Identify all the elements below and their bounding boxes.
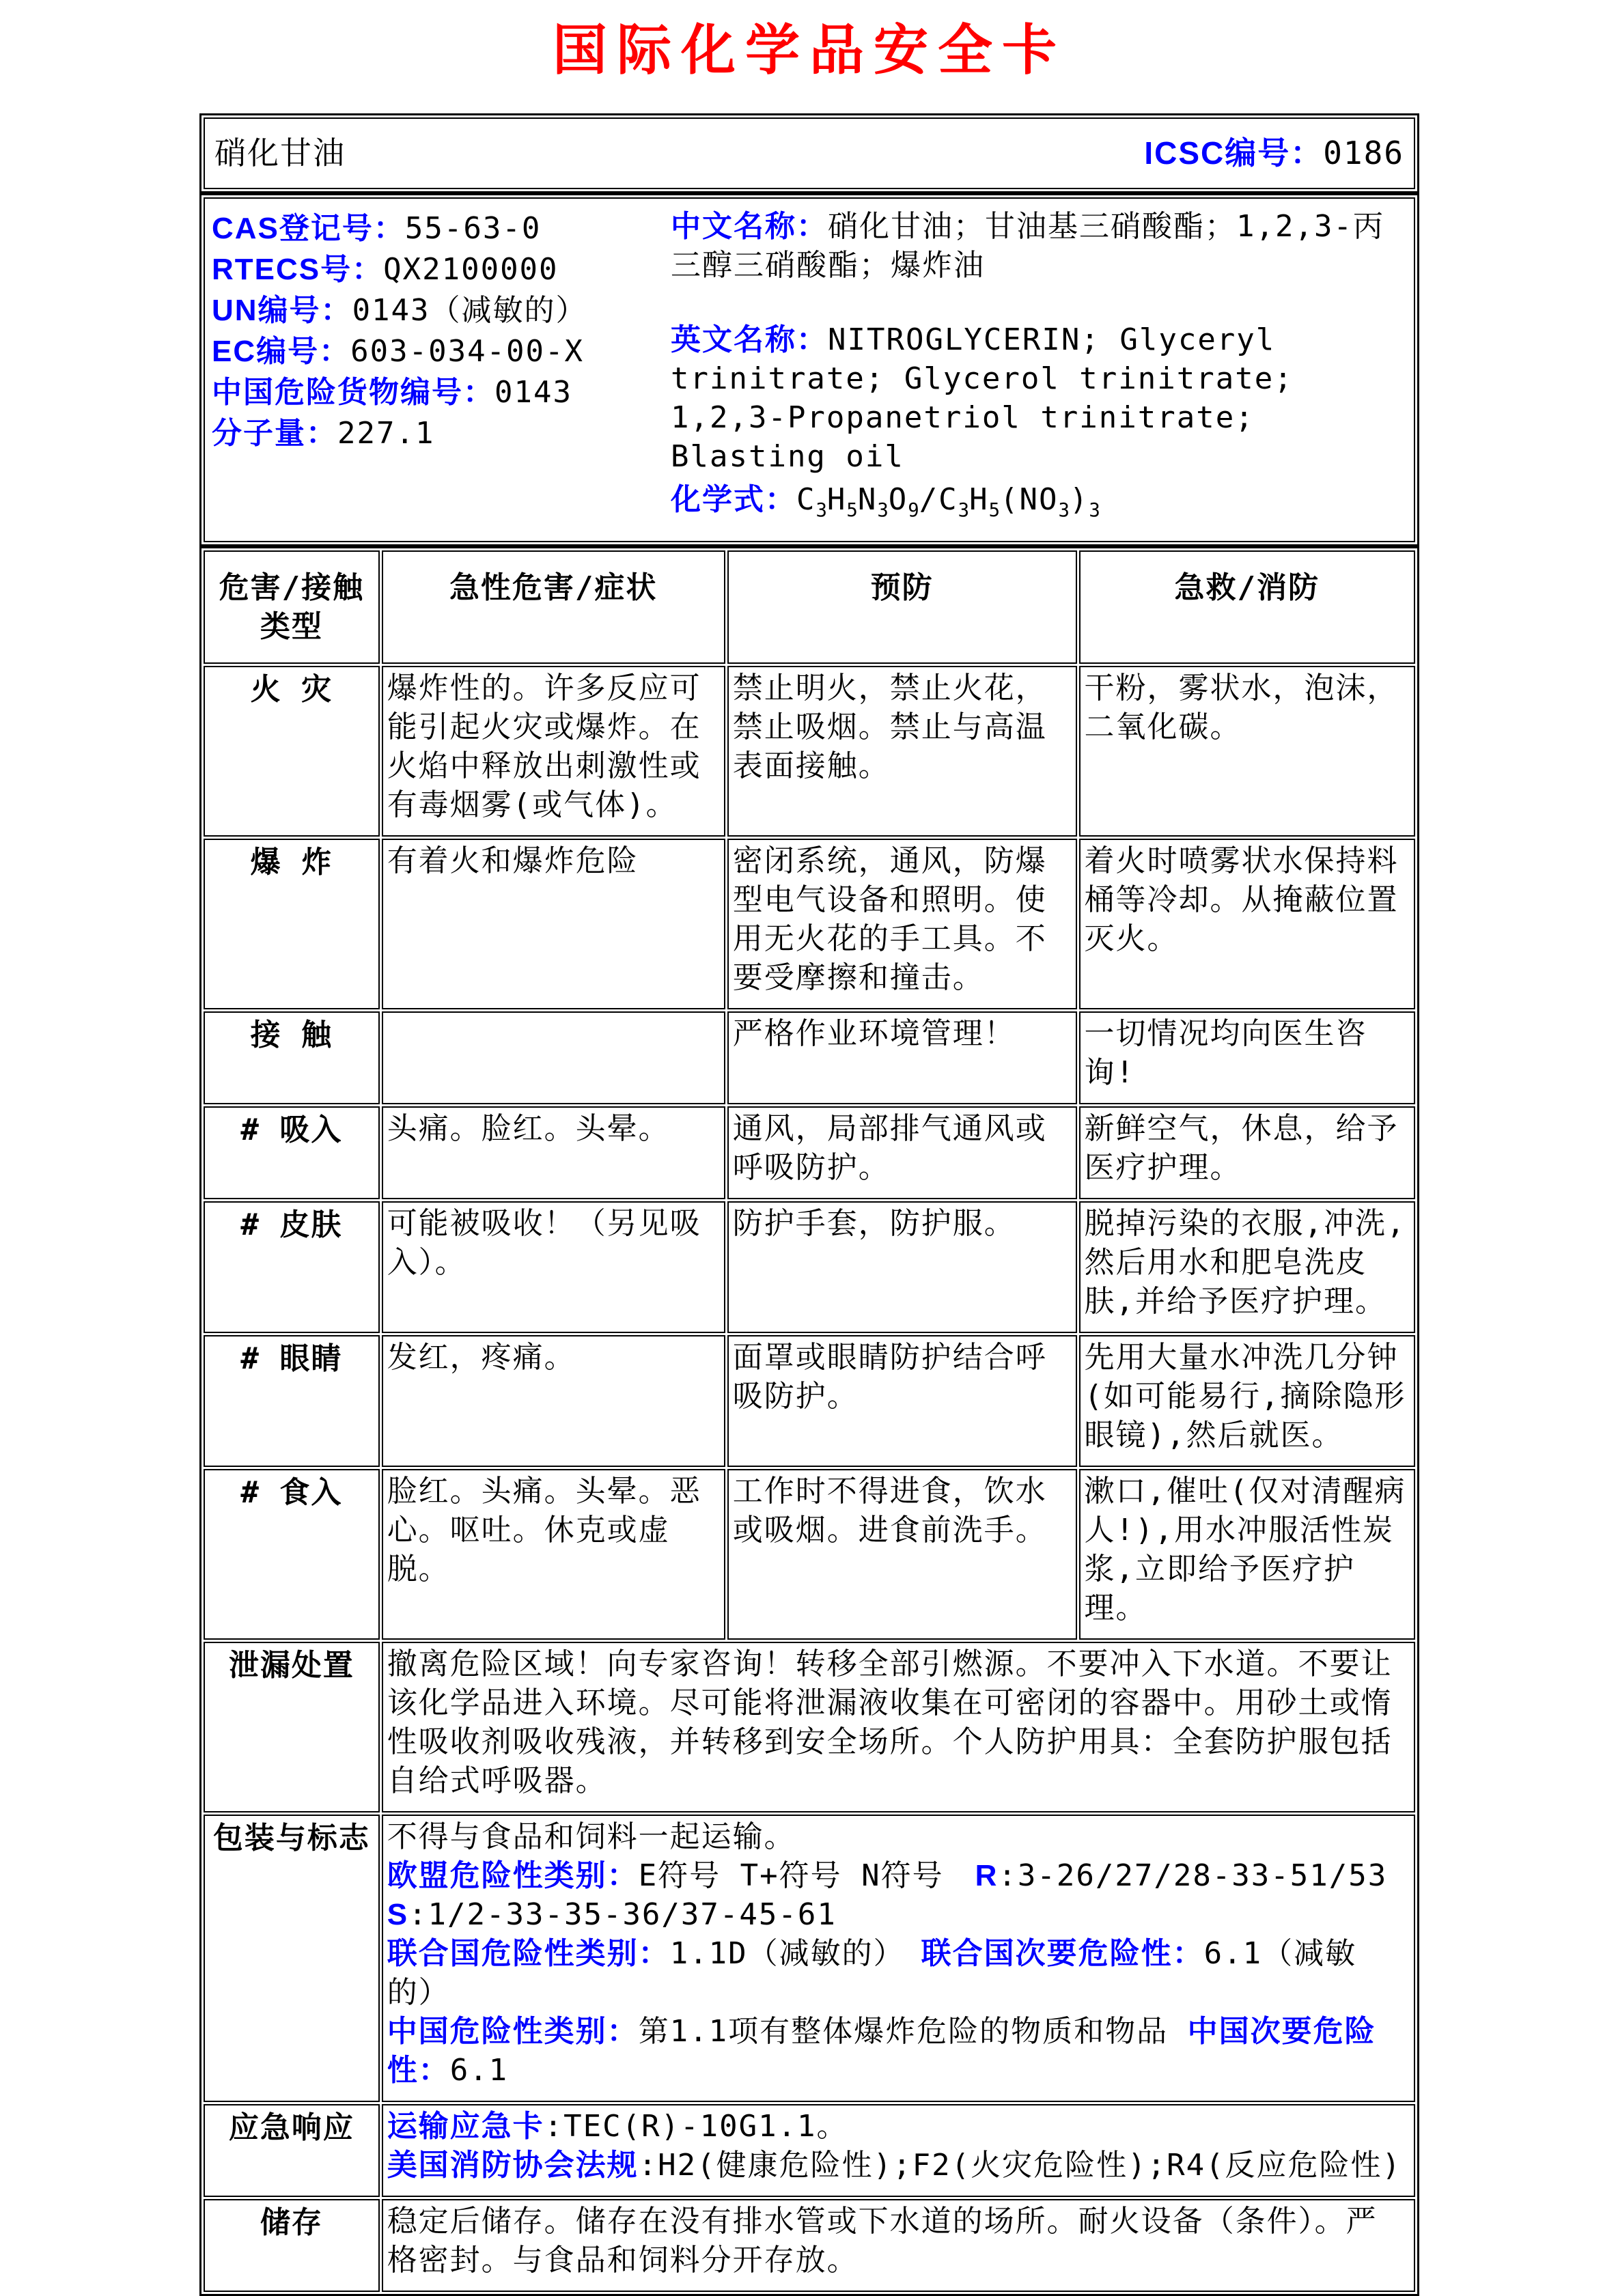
text-segment: 第1.1项有整体爆炸危险的物质和物品: [638, 2013, 1188, 2049]
text-segment: N: [857, 482, 878, 517]
explosion-row: [204, 839, 1415, 1009]
text-segment: 5: [988, 499, 1001, 521]
skin-row-label: # 皮肤: [204, 1201, 380, 1333]
text-segment: S: [387, 1897, 409, 1931]
emergency-response-row: [204, 2104, 1415, 2197]
text-segment: 9: [908, 499, 919, 521]
chemical-formula: [671, 480, 1404, 530]
identification-cell: [204, 197, 1415, 542]
cas-number-label: CAS登记号：: [212, 212, 405, 245]
ingestion-first-aid-cell: 漱口,催吐(仅对清醒病人!),用水冲服活性炭浆,立即给予医疗护理。: [1079, 1469, 1415, 1640]
text-segment: 3: [1058, 499, 1070, 521]
inhalation-first-aid-cell: 新鲜空气，休息，给予医疗护理。: [1079, 1106, 1415, 1199]
text-segment: 联合国次要危险性：: [921, 1936, 1204, 1970]
cas-number-row: [212, 209, 663, 248]
eyes-symptoms-cell: 发红，疼痛。: [382, 1335, 725, 1467]
text-segment: NITROGLYCERIN; Glyceryl trinitrate; Glycerol trinitrate; 1,2,3-Propanetriol trinitrate; Blasting oil: [671, 322, 1294, 474]
header-prevention: 预防: [727, 550, 1077, 664]
text-segment: 不得与食品和饲料一起运输。: [387, 1819, 796, 1854]
packaging-labelling-cell: [382, 1815, 1415, 2102]
card-header-cell: [204, 117, 1415, 189]
packaging-labelling-label: 包装与标志: [204, 1815, 380, 2102]
exposure-row-label: 接 触: [204, 1011, 380, 1104]
cas-number-value: 55-63-0: [404, 211, 542, 246]
identification-left-column: [212, 207, 663, 530]
text-segment: :TEC(R)-10G1.1。: [544, 2108, 848, 2144]
text-segment: 化学式：: [671, 483, 796, 516]
china-dangerous-goods-number-value: 0143: [494, 375, 572, 410]
exposure-symptoms-cell: [382, 1011, 725, 1104]
text-segment: 6.1: [449, 2052, 509, 2088]
hazard-header-row: [204, 550, 1415, 664]
ec-number-row: [212, 332, 663, 371]
icsc-card-page: [199, 18, 1419, 2296]
text-segment: 美国消防协会法规: [387, 2148, 639, 2182]
molecular-weight-row: [212, 414, 663, 453]
spill-disposal-cell: 撤离危险区域！向专家咨询！转移全部引燃源。不要冲入下水道。不要让该化学品进入环境。尽可能将泄漏液收集在可密闭的容器中。用砂土或惰性吸收剂吸收残液，并转移到安全场所。个人防护用具：全套防护服包括自给式呼吸器。: [382, 1642, 1415, 1812]
text-segment: 中国次要危险性：: [387, 2014, 1376, 2087]
spill-disposal-label: 泄漏处置: [204, 1642, 380, 1812]
skin-row: [204, 1201, 1415, 1333]
header-acute-symptoms: 急性危害/症状: [382, 550, 725, 664]
emergency-response-label: 应急响应: [204, 2104, 380, 2197]
text-segment: 1.1D（减敏的）: [669, 1935, 921, 1971]
text-segment: O: [888, 482, 908, 517]
rtecs-number-label: RTECS号：: [212, 253, 384, 286]
ec-number-label: EC编号：: [212, 335, 351, 368]
text-segment: H: [969, 482, 989, 517]
spill-disposal-row: [204, 1642, 1415, 1812]
hazard-table: [199, 546, 1419, 2296]
text-segment: 5: [846, 499, 858, 521]
inhalation-row-label: # 吸入: [204, 1106, 380, 1199]
substance-name: 硝化甘油: [214, 135, 346, 171]
text-segment: :H2(健康危险性);F2(火灾危险性);R4(反应危险性): [638, 2147, 1402, 2183]
exposure-row: [204, 1011, 1415, 1104]
explosion-prevention-cell: 密闭系统，通风，防爆型电气设备和照明。使用无火花的手工具。不要受摩擦和撞击。: [727, 839, 1077, 1009]
ingestion-row: [204, 1469, 1415, 1640]
text-segment: 英文名称：: [671, 323, 828, 356]
ingestion-prevention-cell: 工作时不得进食，饮水或吸烟。进食前洗手。: [727, 1469, 1077, 1640]
un-number-label: UN编号：: [212, 294, 352, 327]
text-segment: (NO: [1000, 482, 1059, 517]
icsc-number-value: 0186: [1323, 135, 1404, 171]
molecular-weight-value: 227.1: [337, 416, 435, 451]
rtecs-number-value: QX2100000: [383, 252, 559, 287]
identification-table: [199, 193, 1419, 546]
explosion-symptoms-cell: 有着火和爆炸危险: [382, 839, 725, 1009]
text-segment: 中文名称：: [671, 210, 828, 243]
ingestion-symptoms-cell: 脸红。头痛。头晕。恶心。呕吐。休克或虚脱。: [382, 1469, 725, 1640]
packaging-labelling-row: [204, 1815, 1415, 2102]
eyes-row: [204, 1335, 1415, 1467]
text-segment: E符号 T+符号 N符号: [638, 1858, 975, 1893]
icsc-number: [1144, 134, 1404, 173]
fire-prevention-cell: 禁止明火，禁止火花，禁止吸烟。禁止与高温表面接触。: [727, 666, 1077, 837]
text-segment: 3: [958, 499, 970, 521]
identification-right-column: [663, 207, 1404, 530]
inhalation-prevention-cell: 通风，局部排气通风或呼吸防护。: [727, 1106, 1077, 1199]
ingestion-row-label: # 食入: [204, 1469, 380, 1640]
inhalation-row: [204, 1106, 1415, 1199]
text-segment: :1/2-33-35-36/37-45-61: [408, 1896, 837, 1932]
fire-symptoms-cell: 爆炸性的。许多反应可能引起火灾或爆炸。在火焰中释放出刺激性或有毒烟雾(或气体)。: [382, 666, 725, 837]
china-dangerous-goods-number-row: [212, 373, 663, 412]
explosion-row-label: 爆 炸: [204, 839, 380, 1009]
text-segment: 联合国危险性类别：: [387, 1936, 670, 1970]
header-first-aid: 急救/消防: [1079, 550, 1415, 664]
china-dangerous-goods-number-label: 中国危险货物编号：: [212, 376, 494, 409]
text-segment: 欧盟危险性类别：: [387, 1858, 639, 1892]
page-title: 国际化学品安全卡: [553, 20, 1066, 81]
text-segment: 3: [816, 499, 827, 521]
exposure-first-aid-cell: 一切情况均向医生咨询!: [1079, 1011, 1415, 1104]
emergency-response-cell: [382, 2104, 1415, 2197]
ec-number-value: 603-034-00-X: [350, 334, 585, 369]
storage-cell: 稳定后储存。储存在没有排水管或下水道的场所。耐火设备（条件）。严格密封。与食品和饲料分开存放。: [382, 2199, 1415, 2292]
text-segment: :3-26/27/28-33-51/53: [998, 1858, 1388, 1893]
text-segment: H: [826, 482, 847, 517]
text-segment: 3: [877, 499, 889, 521]
rtecs-number-row: [212, 250, 663, 289]
storage-row: [204, 2199, 1415, 2292]
skin-first-aid-cell: 脱掉污染的衣服,冲洗,然后用水和肥皂洗皮肤,并给予医疗护理。: [1079, 1201, 1415, 1333]
fire-first-aid-cell: 干粉，雾状水，泡沫，二氧化碳。: [1079, 666, 1415, 837]
text-segment: /C: [919, 482, 958, 517]
text-segment: 运输应急卡: [387, 2109, 544, 2143]
skin-prevention-cell: 防护手套，防护服。: [727, 1201, 1077, 1333]
icsc-number-label: ICSC编号：: [1144, 135, 1324, 171]
molecular-weight-label: 分子量：: [212, 417, 337, 450]
header-hazard-type: 危害/接触类型: [204, 550, 380, 664]
text-segment: 中国危险性类别：: [387, 2014, 639, 2048]
un-number-value: 0143（减敏的）: [352, 293, 587, 328]
explosion-first-aid-cell: 着火时喷雾状水保持料桶等冷却。从掩蔽位置灭火。: [1079, 839, 1415, 1009]
text-segment: C: [796, 482, 816, 517]
eyes-first-aid-cell: 先用大量水冲洗几分钟(如可能易行,摘除隐形眼镜),然后就医。: [1079, 1335, 1415, 1467]
text-segment: 6.1（减敏的）: [387, 1935, 1357, 2010]
skin-symptoms-cell: 可能被吸收！（另见吸入）。: [382, 1201, 725, 1333]
chinese-name: [671, 207, 1404, 285]
english-name: [671, 320, 1404, 476]
text-segment: R: [975, 1858, 999, 1892]
card-header-table: [199, 113, 1419, 193]
inhalation-symptoms-cell: 头痛。脸红。头晕。: [382, 1106, 725, 1199]
fire-row: [204, 666, 1415, 837]
text-segment: 硝化甘油；甘油基三硝酸酯；1,2,3-丙三醇三硝酸酯；爆炸油: [671, 209, 1384, 283]
fire-row-label: 火 灾: [204, 666, 380, 837]
un-number-row: [212, 291, 663, 330]
text-segment: 3: [1089, 499, 1100, 521]
exposure-prevention-cell: 严格作业环境管理！: [727, 1011, 1077, 1104]
eyes-row-label: # 眼睛: [204, 1335, 380, 1467]
storage-label: 储存: [204, 2199, 380, 2292]
eyes-prevention-cell: 面罩或眼睛防护结合呼吸防护。: [727, 1335, 1077, 1467]
text-segment: ): [1069, 482, 1089, 517]
